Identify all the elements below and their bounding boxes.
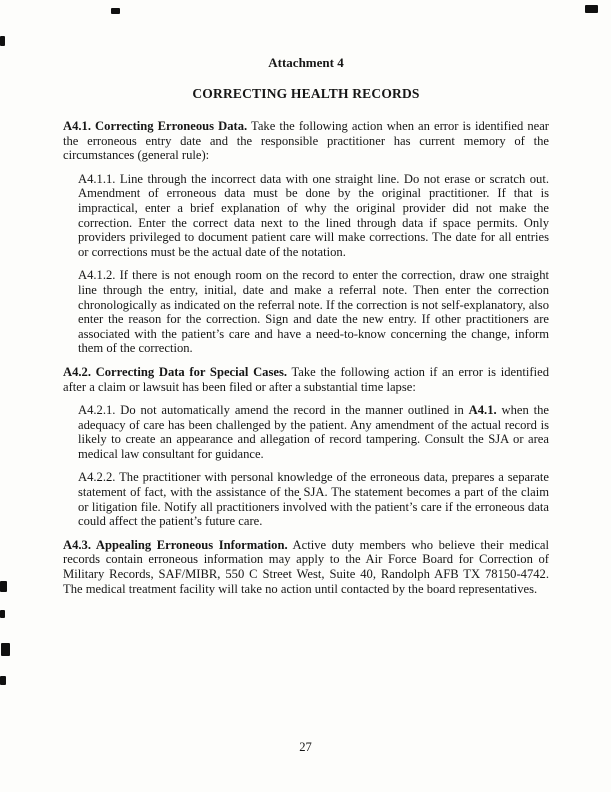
paragraph-a4-1-1 [78,172,549,260]
scan-artifact [0,676,6,685]
scan-artifact [585,5,598,13]
paragraph-a4-1 [63,119,549,163]
section-a4-3-text: Active duty members who believe their medical records contain erroneous information may apply to the Air Force Board for Correction of Military Records, SAF/MIBR, 550 C Street West, Suite 40, Randolph AFB TX 78150-4742. The medical treatment facility will take no action until contacted by the board representatives. [63,537,550,596]
section-a4-2-2-text: The practitioner with personal knowledge of the erroneous data, prepares a separate statement of fact, with the assistance of the SJA. The statement becomes a part of the claim or litigation file. Notify all practitioners involved with the patient’s care if the erroneous data could affect the patient’s future care. [78,470,549,529]
scan-artifact [111,8,120,14]
section-a4-1-text: Take the following action when an error is identified near the erroneous entry date and the responsible practitioner has current memory of the circumstances (general rule): [63,119,549,163]
scan-artifact [0,610,5,618]
section-a4-1-2-text: If there is not enough room on the record to enter the correction, draw one straight line through the entry, initial, date and make a referral note. Then enter the correction chronologically as indicated on the referral note. If the correction is not self-explanatory, also enter the reason for the correction. Sign and date the new entry. If other practitioners are associated with the patient’s care and have a need-to-know concerning the change, inform them of the correction. [78,268,549,356]
section-a4-2-1-cross-reference: A4.1. [468,403,497,418]
paragraph-a4-3 [63,538,549,596]
scan-artifact [1,643,10,656]
scan-artifact [0,36,5,46]
section-a4-2-heading: A4.2. Correcting Data for Special Cases. [63,364,288,379]
section-a4-1-1-text: Line through the incorrect data with one straight line. Do not erase or scratch out. Amendment of erroneous data must be done by the original practitioner. If that is impractical, enter a brief explanation of why the original provider did not make the correction. Enter the correct data next to the lined through data if space permits. Only providers privileged to document patient care will make corrections. The date for all entries or corrections must be the actual date of the notation. [78,171,549,259]
paragraph-a4-2-2 [78,470,549,528]
section-a4-1-heading: A4.1. Correcting Erroneous Data. [63,119,248,133]
page-body [63,55,549,605]
paragraph-a4-2-1 [78,403,549,461]
attachment-label: Attachment 4 [268,55,344,70]
scan-artifact [0,581,7,592]
section-a4-2-text: Take the following action if an error is identified after a claim or lawsuit has been filed or after a substantial time lapse: [63,364,549,394]
section-a4-2-2-number: A4.2.2. [78,470,116,485]
paragraph-a4-1-2 [78,268,549,356]
page-number: 27 [299,740,312,754]
section-a4-1-1-number: A4.1.1. [78,171,116,186]
page-title: CORRECTING HEALTH RECORDS [192,86,420,101]
section-a4-2-1-number: A4.2.1. [78,403,116,418]
paragraph-a4-2 [63,365,549,394]
section-a4-2-1-text-before: Do not automatically amend the record in the manner outlined in [115,403,469,418]
section-a4-1-2-number: A4.1.2. [78,268,116,283]
section-a4-3-heading: A4.3. Appealing Erroneous Information. [63,537,288,552]
section-a4-2-1-text-after: when the adequacy of care has been challenged by the patient. Any amendment of the actual record is likely to create an appearance and allegation of record tampering. Consult the SJA or area medical law consultant for guidance. [78,403,549,461]
